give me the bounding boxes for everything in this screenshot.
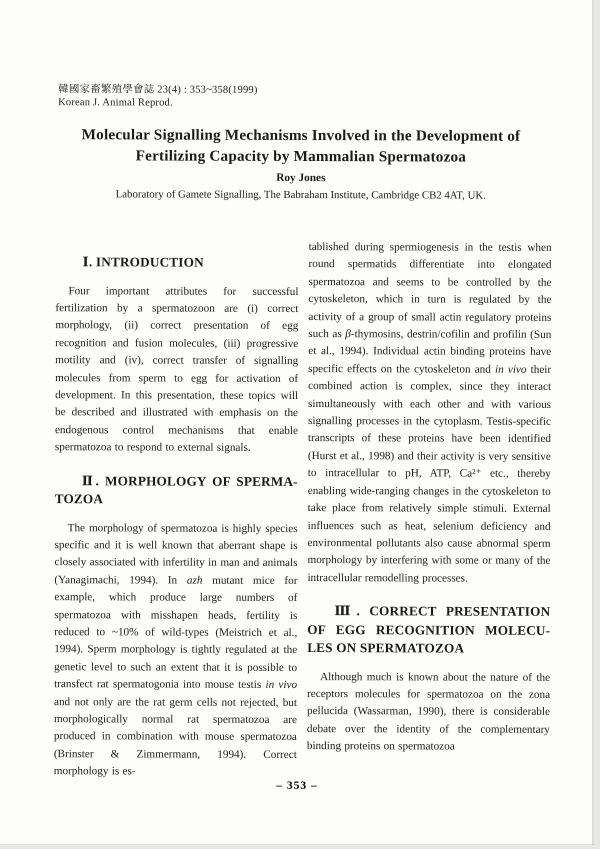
- paper-title: Molecular Signalling Mechanisms Involved in the Development of Fertilizing Capacity by Mammalian Spermatozoa: [81, 126, 521, 166]
- morphology-paragraph: The morphology of spermatozoa is highly species specific and it is well known that aberrant shape is closely associated with infertility in man and animals (Yanagimachi, 1994). In azh mutant mice for example, which produce large numbers of spermatozoa with misshapen heads, fertility is reduced to ~10% of wild-types (Meistrich et al., 1994). Sperm morphology is tightly regulated at the genetic level to such an extent that it is possible to transfect rat spermatogonia into mouse testis in vivo and not only are the rat germ cells not rejected, but morphologically normal rat spermatozoa are produced in combination with mouse spermatozoa (Brinster & Zimmermann, 1994). Correct morphology is es-: [53, 521, 298, 778]
- journal-header: [58, 83, 600, 111]
- journal-citation-line: 韓國家畜繁殖學會誌 23(4) : 353~358(1999): [58, 84, 258, 96]
- egg-recognition-paragraph: Although much is known about the nature of the receptors molecules for spermatozoa on the zona pellucida (Wassarman, 1990), there is considerable debate over the identity of the complementary binding proteins on spermatozoa: [306, 670, 551, 753]
- morphology-paragraph-continued: tablished during spermiogenesis in the testis when round spermatids differentiate into elongated spermatozoa and seems to be controlled by the cytoskeleton, which in turn is regulated by the activity of a group of small actin regulatory proteins such as β-thymosins, destrin/cofilin and profilin (Sun et al., 1994). Individual actin binding proteins have specific effects on the cytoskeleton and in vivo their combined action is complex, since they interact simultaneously with each other and with various signalling processes in the cytoplasm. Testis-specific transcripts of these proteins have been identified (Hurst et al., 1998) and their activity is very sensitive to intracellular to pH, ATP, Ca²⁺ etc., thereby enabling wide-ranging changes in the cytoskeleton to take place from relatively simple stimuli. External influences such as heat, selenium deficiency and environmental pollutants also cause abnormal sperm morphology by interfering with some or many of the intracellular remodelling processes.: [307, 241, 552, 585]
- introduction-paragraph: Four important attributes for successful fertilization by a spermatozoon are (i) correct morphology, (ii) correct presentation of egg recognition and fusion molecules, (iii) progressive motility and (iv), correct transfer of signalling molecules from sperm to egg for activation of development. In this presentation, these topics will be described and illustrated with emphasis on the endogenous control mechanisms that enable spermatozoa to respond to external signals.: [54, 284, 299, 454]
- section-heading-morphology: Ⅱ. MORPHOLOGY OF SPERMA- TOZOA: [54, 472, 298, 507]
- section-heading-introduction: Ⅰ. INTRODUCTION: [82, 254, 204, 270]
- left-column: [54, 238, 299, 782]
- right-column: [307, 239, 552, 783]
- page-number-footer: – 353 –: [276, 780, 318, 792]
- author-affiliation: Laboratory of Gamete Signalling, The Babraham Institute, Cambridge CB2 4AT, UK.: [115, 188, 486, 202]
- journal-name-english: Korean J. Animal Reprod.: [58, 97, 173, 109]
- two-column-body: [54, 238, 555, 782]
- section-heading-egg-recognition: Ⅲ. CORRECT PRESENTATION OF EGG RECOGNITION MOLECU- LES ON SPERMATOZOA: [307, 603, 551, 656]
- author-name: Roy Jones: [276, 171, 326, 185]
